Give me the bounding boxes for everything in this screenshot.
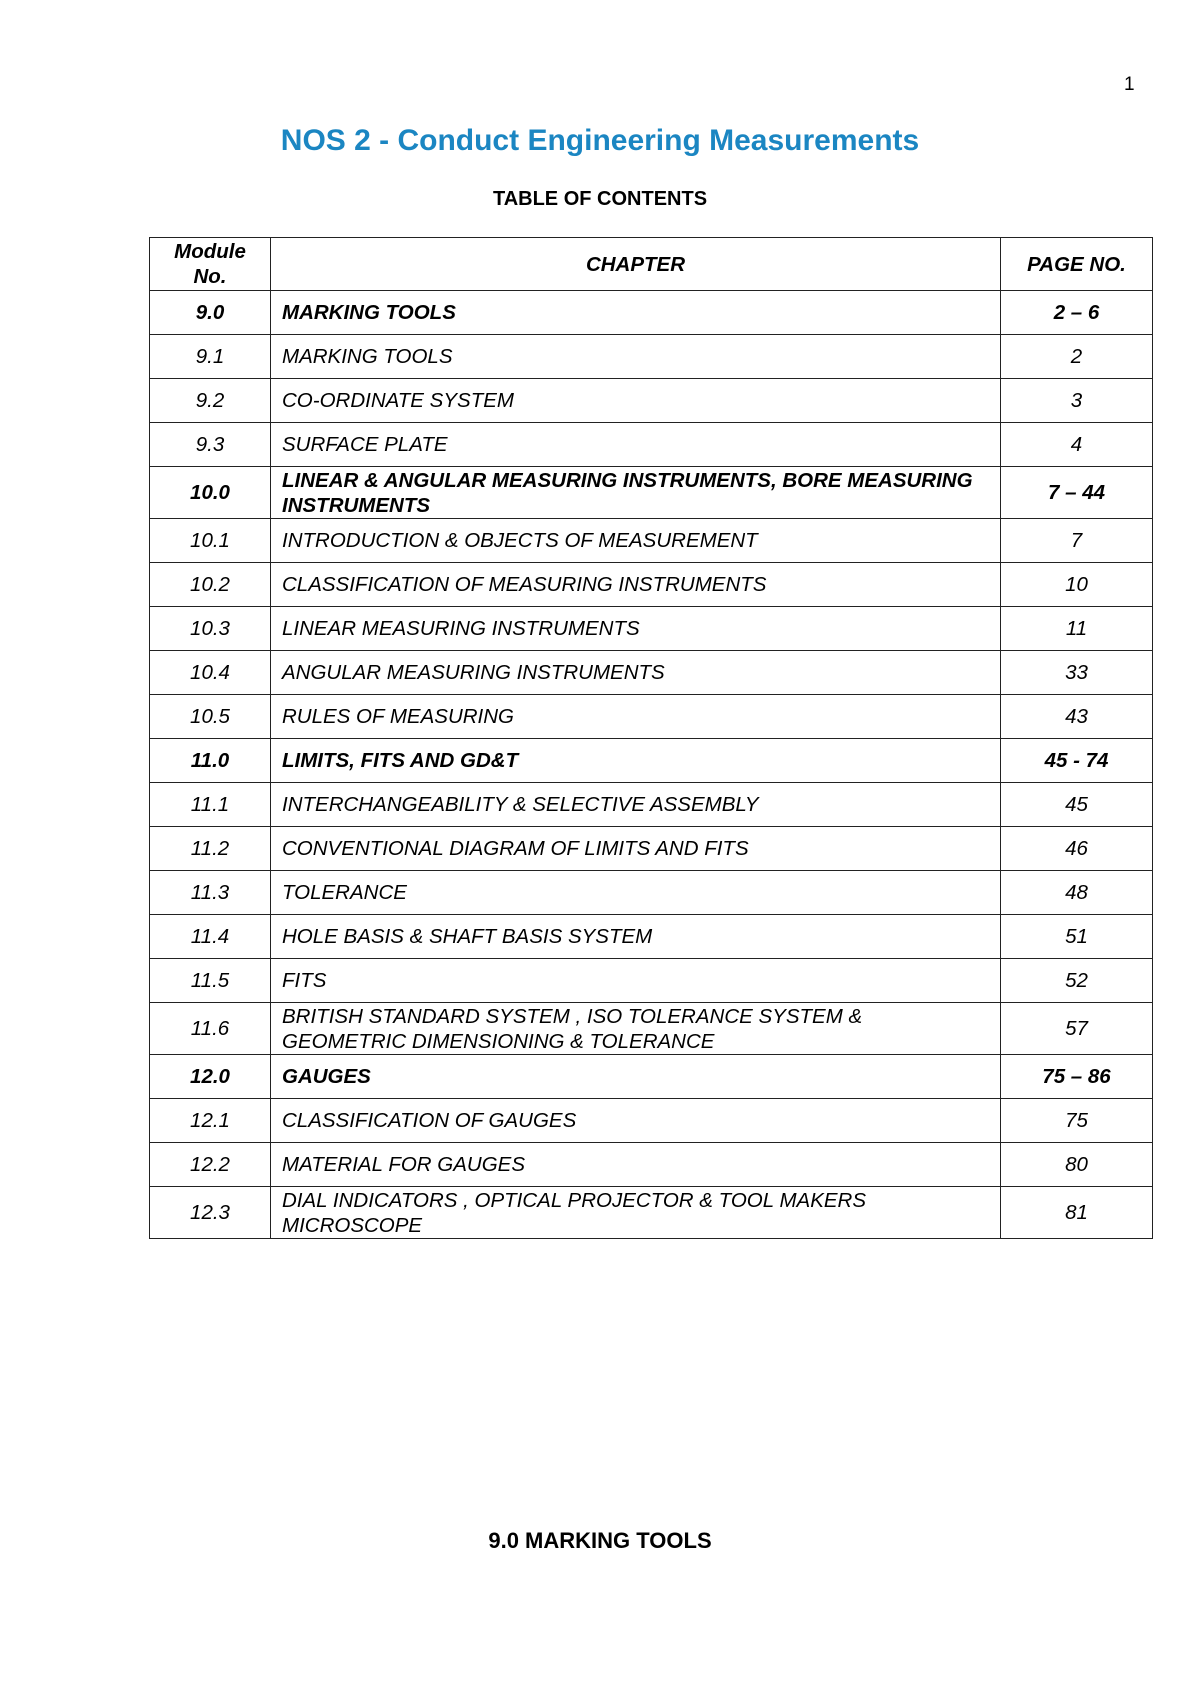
toc-row xyxy=(150,423,1153,467)
header-module-no: Module No. xyxy=(150,238,271,291)
toc-row xyxy=(150,871,1153,915)
page-number: 1 xyxy=(1124,74,1135,95)
module-number-cell: 11.0 xyxy=(150,739,271,783)
toc-row xyxy=(150,827,1153,871)
module-number-cell: 12.2 xyxy=(150,1143,271,1187)
chapter-title-cell: TOLERANCE xyxy=(271,871,1001,915)
chapter-title-cell: MARKING TOOLS xyxy=(271,291,1001,335)
toc-heading: TABLE OF CONTENTS xyxy=(492,188,708,210)
chapter-title-cell: CLASSIFICATION OF GAUGES xyxy=(271,1099,1001,1143)
page-number-cell: 7 xyxy=(1001,519,1153,563)
module-number-cell: 10.1 xyxy=(150,519,271,563)
page-number-cell: 75 xyxy=(1001,1099,1153,1143)
chapter-title-cell: LINEAR & ANGULAR MEASURING INSTRUMENTS, BORE MEASURING INSTRUMENTS xyxy=(271,467,1001,519)
chapter-title-cell: FITS xyxy=(271,959,1001,1003)
chapter-title-cell: SURFACE PLATE xyxy=(271,423,1001,467)
module-number-cell: 11.4 xyxy=(150,915,271,959)
module-number-cell: 10.0 xyxy=(150,467,271,519)
page-number-cell: 43 xyxy=(1001,695,1153,739)
page-number-cell: 2 – 6 xyxy=(1001,291,1153,335)
toc-row xyxy=(150,563,1153,607)
toc-row xyxy=(150,519,1153,563)
toc-row xyxy=(150,379,1153,423)
toc-module-row xyxy=(150,291,1153,335)
page-number-cell: 80 xyxy=(1001,1143,1153,1187)
chapter-title-cell: BRITISH STANDARD SYSTEM , ISO TOLERANCE SYSTEM & GEOMETRIC DIMENSIONING & TOLERANCE xyxy=(271,1003,1001,1055)
header-page-no: PAGE NO. xyxy=(1001,238,1153,291)
module-number-cell: 10.3 xyxy=(150,607,271,651)
toc-row xyxy=(150,695,1153,739)
chapter-title-cell: CONVENTIONAL DIAGRAM OF LIMITS AND FITS xyxy=(271,827,1001,871)
page-number-cell: 4 xyxy=(1001,423,1153,467)
module-number-cell: 12.1 xyxy=(150,1099,271,1143)
toc-row xyxy=(150,1187,1153,1239)
module-number-cell: 11.6 xyxy=(150,1003,271,1055)
chapter-title-cell: HOLE BASIS & SHAFT BASIS SYSTEM xyxy=(271,915,1001,959)
toc-row xyxy=(150,915,1153,959)
page-number-cell: 3 xyxy=(1001,379,1153,423)
chapter-title-cell: LINEAR MEASURING INSTRUMENTS xyxy=(271,607,1001,651)
chapter-title-cell: CO-ORDINATE SYSTEM xyxy=(271,379,1001,423)
toc-module-row xyxy=(150,467,1153,519)
toc-body xyxy=(150,291,1153,1239)
module-number-cell: 10.5 xyxy=(150,695,271,739)
toc-header-row xyxy=(150,238,1153,291)
page-number-cell: 7 – 44 xyxy=(1001,467,1153,519)
toc-row xyxy=(150,335,1153,379)
toc-row xyxy=(150,1143,1153,1187)
page-number-cell: 51 xyxy=(1001,915,1153,959)
module-number-cell: 12.3 xyxy=(150,1187,271,1239)
module-number-cell: 9.3 xyxy=(150,423,271,467)
page-number-cell: 46 xyxy=(1001,827,1153,871)
chapter-title-cell: MATERIAL FOR GAUGES xyxy=(271,1143,1001,1187)
toc-module-row xyxy=(150,1055,1153,1099)
toc-row xyxy=(150,651,1153,695)
chapter-title-cell: ANGULAR MEASURING INSTRUMENTS xyxy=(271,651,1001,695)
toc-module-row xyxy=(150,739,1153,783)
chapter-title-cell: INTRODUCTION & OBJECTS OF MEASUREMENT xyxy=(271,519,1001,563)
page-number-cell: 10 xyxy=(1001,563,1153,607)
module-number-cell: 9.1 xyxy=(150,335,271,379)
toc-row xyxy=(150,783,1153,827)
document-title: NOS 2 - Conduct Engineering Measurements xyxy=(280,124,920,157)
module-number-cell: 11.3 xyxy=(150,871,271,915)
toc-table xyxy=(149,237,1153,1239)
chapter-title-cell: RULES OF MEASURING xyxy=(271,695,1001,739)
module-number-cell: 11.5 xyxy=(150,959,271,1003)
page-number-cell: 75 – 86 xyxy=(1001,1055,1153,1099)
page-number-cell: 45 xyxy=(1001,783,1153,827)
chapter-title-cell: GAUGES xyxy=(271,1055,1001,1099)
page-number-cell: 11 xyxy=(1001,607,1153,651)
page-number-cell: 81 xyxy=(1001,1187,1153,1239)
page-number-cell: 52 xyxy=(1001,959,1153,1003)
chapter-title-cell: LIMITS, FITS AND GD&T xyxy=(271,739,1001,783)
header-chapter: CHAPTER xyxy=(271,238,1001,291)
toc-row xyxy=(150,1003,1153,1055)
page-number-cell: 48 xyxy=(1001,871,1153,915)
chapter-title-cell: CLASSIFICATION OF MEASURING INSTRUMENTS xyxy=(271,563,1001,607)
module-number-cell: 10.4 xyxy=(150,651,271,695)
page-number-cell: 33 xyxy=(1001,651,1153,695)
module-number-cell: 11.2 xyxy=(150,827,271,871)
toc-row xyxy=(150,607,1153,651)
toc-row xyxy=(150,1099,1153,1143)
section-heading: 9.0 MARKING TOOLS xyxy=(488,1528,712,1553)
page-number-cell: 45 - 74 xyxy=(1001,739,1153,783)
module-number-cell: 9.0 xyxy=(150,291,271,335)
module-number-cell: 10.2 xyxy=(150,563,271,607)
chapter-title-cell: MARKING TOOLS xyxy=(271,335,1001,379)
chapter-title-cell: INTERCHANGEABILITY & SELECTIVE ASSEMBLY xyxy=(271,783,1001,827)
module-number-cell: 12.0 xyxy=(150,1055,271,1099)
toc-row xyxy=(150,959,1153,1003)
page-number-cell: 57 xyxy=(1001,1003,1153,1055)
module-number-cell: 11.1 xyxy=(150,783,271,827)
chapter-title-cell: DIAL INDICATORS , OPTICAL PROJECTOR & TOOL MAKERS MICROSCOPE xyxy=(271,1187,1001,1239)
module-number-cell: 9.2 xyxy=(150,379,271,423)
page-number-cell: 2 xyxy=(1001,335,1153,379)
